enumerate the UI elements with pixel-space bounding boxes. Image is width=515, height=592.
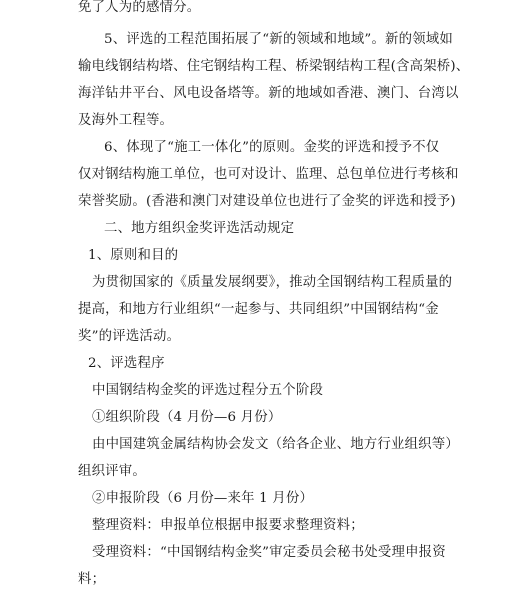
stage-2-accept-line-2: 料；	[78, 572, 106, 587]
purpose-line-3: 奖”的评选活动。	[78, 329, 181, 344]
subheading-procedure: 2、评选程序	[88, 356, 165, 371]
purpose-line-2: 提高，和地方行业组织“一起参与、共同组织”中国钢结构“金	[78, 302, 439, 317]
purpose-line-1: 为贯彻国家的《质量发展纲要》，推动全国钢结构工程质量的	[92, 275, 453, 290]
section-heading-2: 二、地方组织金奖评选活动规定	[104, 221, 295, 236]
subheading-principles: 1、原则和目的	[88, 248, 179, 263]
stage-1-line-2: 组织评审。	[78, 464, 146, 479]
paragraph-6-line-2: 仅对钢结构施工单位，也可对设计、监理、总包单位进行考核和	[78, 167, 459, 182]
paragraph-4-line-3: 免了人为的感情分。	[78, 0, 201, 15]
procedure-intro: 中国钢结构金奖的评选过程分五个阶段	[92, 383, 324, 398]
stage-1-line-1: 由中国建筑金属结构协会发文（给各企业、地方行业组织等）	[92, 437, 459, 452]
paragraph-6-line-3: 荣誉奖励。(香港和澳门对建设单位也进行了金奖的评选和授予)	[78, 194, 456, 209]
stage-2-heading: ②申报阶段（6 月份—来年 1 月份）	[92, 491, 314, 506]
paragraph-5-line-3: 海洋钻井平台、风电设备塔等。新的地域如香港、澳门、台湾以	[78, 86, 459, 101]
paragraph-6-line-1: 6、体现了“施工一体化”的原则。金奖的评选和授予不仅	[104, 140, 440, 155]
paragraph-5-line-4: 及海外工程等。	[78, 113, 174, 128]
stage-2-accept-line-1: 受理资料：“中国钢结构金奖”审定委员会秘书处受理申报资	[92, 545, 446, 560]
stage-2-organize: 整理资料：申报单位根据申报要求整理资料；	[92, 518, 364, 533]
paragraph-5-line-2: 输电线钢结构塔、住宅钢结构工程、桥梁钢结构工程(含高架桥)、	[78, 59, 470, 74]
paragraph-5-line-1: 5、评选的工程范围拓展了“新的领域和地域”。新的领域如	[104, 32, 453, 47]
stage-1-heading: ①组织阶段（4 月份—6 月份）	[92, 410, 282, 425]
